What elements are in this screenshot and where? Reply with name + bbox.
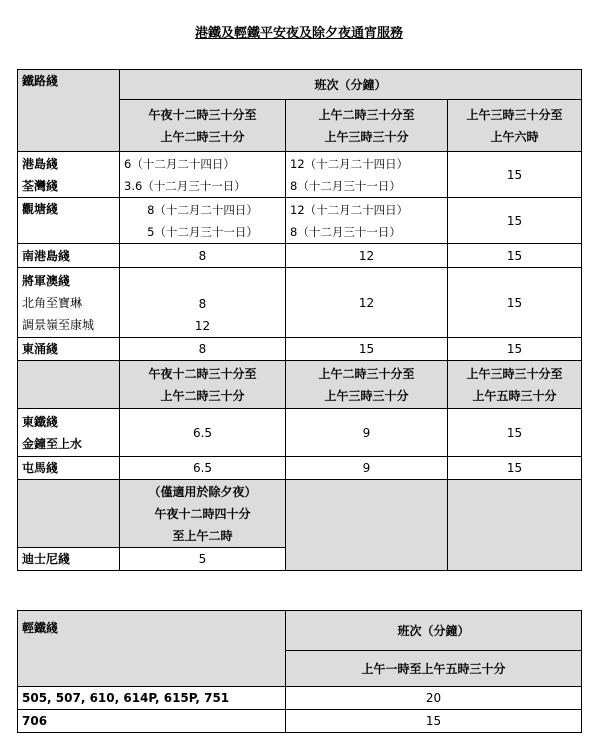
blank-header-cell (18, 480, 120, 548)
route-cell: 505, 507, 610, 614P, 615P, 751 (18, 687, 286, 710)
freq-cell: 20 (286, 687, 582, 710)
freq-cell: 12（十二月二十四日） 8（十二月三十一日） (286, 198, 448, 244)
freq-cell: 15 (286, 338, 448, 361)
table-row (18, 152, 582, 198)
line-name: 迪士尼綫 (18, 548, 120, 571)
table-row (18, 198, 582, 244)
freq-cell: 6（十二月二十四日） 3.6（十二月三十一日） (120, 152, 286, 198)
freq-cell: 15 (448, 198, 582, 244)
freq-cell: 12 (286, 268, 448, 338)
blank-header-cell (286, 480, 448, 571)
freq-cell: 12 (286, 244, 448, 268)
line-name: 南港島綫 (18, 244, 120, 268)
line-name: 將軍澳綫 北角至寶琳 調景嶺至康城 (18, 268, 120, 338)
freq-cell: 15 (286, 710, 582, 733)
freq-cell: 15 (448, 268, 582, 338)
freq-cell: 5 (120, 548, 286, 571)
line-name: 東涌綫 (18, 338, 120, 361)
header-period-3: 上午三時三十分至 上午五時三十分 (448, 361, 582, 409)
freq-cell: 6.5 (120, 457, 286, 480)
freq-cell: 9 (286, 409, 448, 457)
table-row (18, 457, 582, 480)
light-rail-frequency-table (17, 610, 582, 733)
mtr-frequency-table (17, 69, 582, 571)
table-row (18, 338, 582, 361)
freq-cell: 8（十二月二十四日） 5（十二月三十一日） (120, 198, 286, 244)
blank-header-cell (18, 361, 120, 409)
freq-cell: 15 (448, 409, 582, 457)
blank-header-cell (448, 480, 582, 571)
freq-cell: 9 (286, 457, 448, 480)
page-title: 港鐵及輕鐵平安夜及除夕夜通宵服務 (194, 26, 403, 41)
header-period: 上午一時至上午五時三十分 (286, 651, 582, 687)
header-frequency: 班次（分鐘） (286, 611, 582, 651)
header-light-rail-line: 輕鐵綫 (18, 611, 286, 687)
freq-cell: 12（十二月二十四日） 8（十二月三十一日） (286, 152, 448, 198)
line-name: 觀塘綫 (18, 198, 120, 244)
line-name: 港島綫 荃灣綫 (18, 152, 120, 198)
freq-cell: 15 (448, 457, 582, 480)
header-period-1: 午夜十二時三十分至 上午二時三十分 (120, 361, 286, 409)
line-name: 屯馬綫 (18, 457, 120, 480)
table-row (18, 687, 582, 710)
table-row (18, 244, 582, 268)
freq-cell: 15 (448, 338, 582, 361)
header-period-2: 上午二時三十分至 上午三時三十分 (286, 100, 448, 152)
header-period-3: 上午三時三十分至 上午六時 (448, 100, 582, 152)
header-period-2: 上午二時三十分至 上午三時三十分 (286, 361, 448, 409)
freq-cell: 8 (120, 338, 286, 361)
header-disney-period: （僅適用於除夕夜） 午夜十二時四十分 至上午二時 (120, 480, 286, 548)
freq-cell: 8 12 (120, 268, 286, 338)
route-cell: 706 (18, 710, 286, 733)
freq-cell: 15 (448, 152, 582, 198)
freq-cell: 8 (120, 244, 286, 268)
table-row (18, 409, 582, 457)
table-row (18, 268, 582, 338)
header-period-1: 午夜十二時三十分至 上午二時三十分 (120, 100, 286, 152)
header-railway-line: 鐵路綫 (18, 70, 120, 152)
freq-cell: 6.5 (120, 409, 286, 457)
freq-cell: 15 (448, 244, 582, 268)
table-row (18, 710, 582, 733)
line-name: 東鐵綫 金鐘至上水 (18, 409, 120, 457)
header-frequency: 班次（分鐘） (120, 70, 582, 100)
